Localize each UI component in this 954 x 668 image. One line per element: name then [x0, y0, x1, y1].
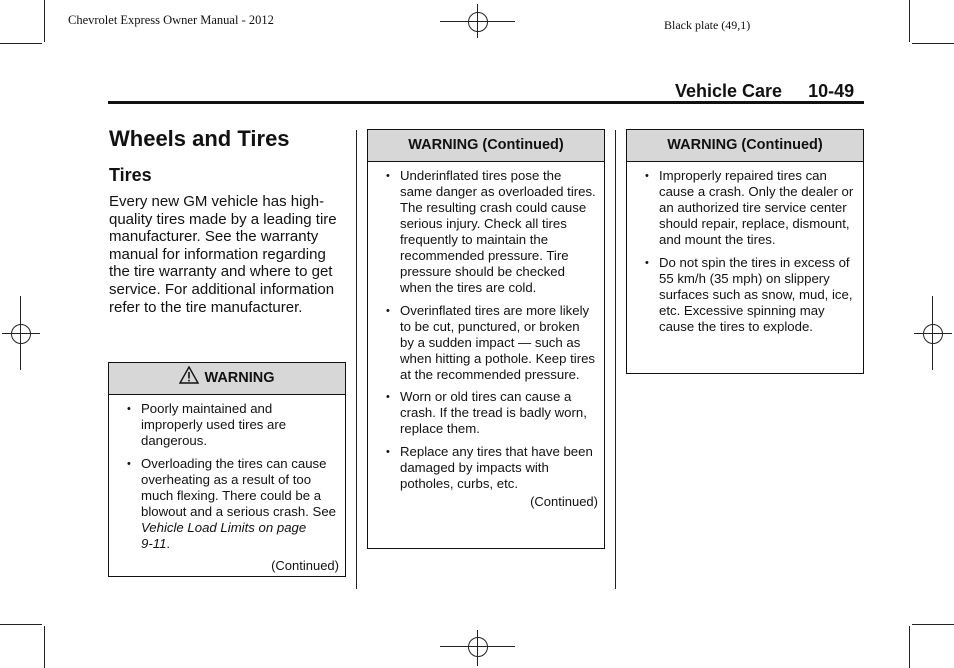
registration-mark-bottom	[440, 628, 515, 668]
list-item-end: .	[166, 535, 171, 551]
crop-mark	[912, 624, 954, 625]
registration-mark-top	[440, 0, 515, 42]
running-head	[675, 81, 854, 102]
plate-left-label: Chevrolet Express Owner Manual - 2012	[68, 13, 274, 27]
warning-header: WARNING (Continued)	[368, 130, 604, 162]
plate-right-label: Black plate (49,1)	[664, 18, 751, 32]
crop-mark	[0, 624, 42, 625]
warning-header: WARNING (Continued)	[627, 130, 863, 162]
crop-mark	[44, 626, 45, 668]
list-item: • Worn or old tires can cause a crash. If the tread is badly worn, replace them.	[368, 389, 596, 437]
header-rule	[108, 101, 864, 104]
registration-mark-right	[912, 296, 954, 370]
column-divider	[356, 130, 357, 589]
column-divider	[615, 130, 616, 589]
section-name: Vehicle Care	[675, 81, 783, 101]
registration-mark-left	[0, 296, 42, 370]
intro-paragraph: Every new GM vehicle has high-quality tires made by a leading tire manufacturer. See the warranty manual for information regarding the tire warranty and where to get service. For additional information refer to the tire manufacturer.	[109, 193, 337, 316]
list-item: • Do not spin the tires in excess of 55 km/h (35 mph) on slippery surfaces such as snow, mud, ice, etc. Excessive spinning may cause the tires to explode.	[627, 255, 855, 335]
list-item: • Overinflated tires are more likely to be cut, punctured, or broken by a sudden impact — such as when hitting a pothole. Keep tires at the recommended pressure.	[368, 303, 596, 383]
crop-mark	[912, 43, 954, 44]
warning-box	[108, 362, 346, 577]
section-heading: Tires	[109, 165, 152, 185]
list-item: • Improperly repaired tires can cause a crash. Only the dealer or an authorized tire service center should repair, replace, dismount, and mount the tires.	[627, 168, 855, 248]
list-item: • Poorly maintained and improperly used tires are dangerous.	[109, 401, 337, 449]
list-item: • Replace any tires that have been damaged by impacts with potholes, curbs, etc.	[368, 444, 596, 492]
warning-box-continued	[626, 129, 864, 374]
warning-list	[627, 162, 863, 335]
warning-list	[368, 162, 604, 492]
crop-mark	[909, 0, 910, 42]
continued-label: (Continued)	[271, 558, 339, 573]
crop-mark	[0, 43, 42, 44]
page-title: Wheels and Tires	[109, 126, 290, 151]
page-number: 10-49	[808, 81, 855, 101]
crop-mark	[44, 0, 45, 42]
warning-box-continued	[367, 129, 605, 549]
cross-reference-link[interactable]: Vehicle Load Limits on page 9‑11	[141, 519, 307, 551]
list-item-text: Overloading the tires can cause overheating as a result of too much flexing. There could be a blowout and a serious crash. See	[141, 455, 336, 519]
warning-header	[109, 363, 345, 395]
list-item	[109, 456, 337, 552]
continued-label: (Continued)	[530, 494, 598, 509]
list-item: • Underinflated tires pose the same danger as overloaded tires. The resulting crash could cause serious injury. Check all tires frequently to maintain the recommended pressure. Tire pressure should be checked when the tires are cold.	[368, 168, 596, 296]
crop-mark	[909, 626, 910, 668]
warning-label: WARNING	[204, 370, 275, 386]
warning-triangle-icon	[179, 366, 199, 384]
warning-list	[109, 395, 345, 552]
